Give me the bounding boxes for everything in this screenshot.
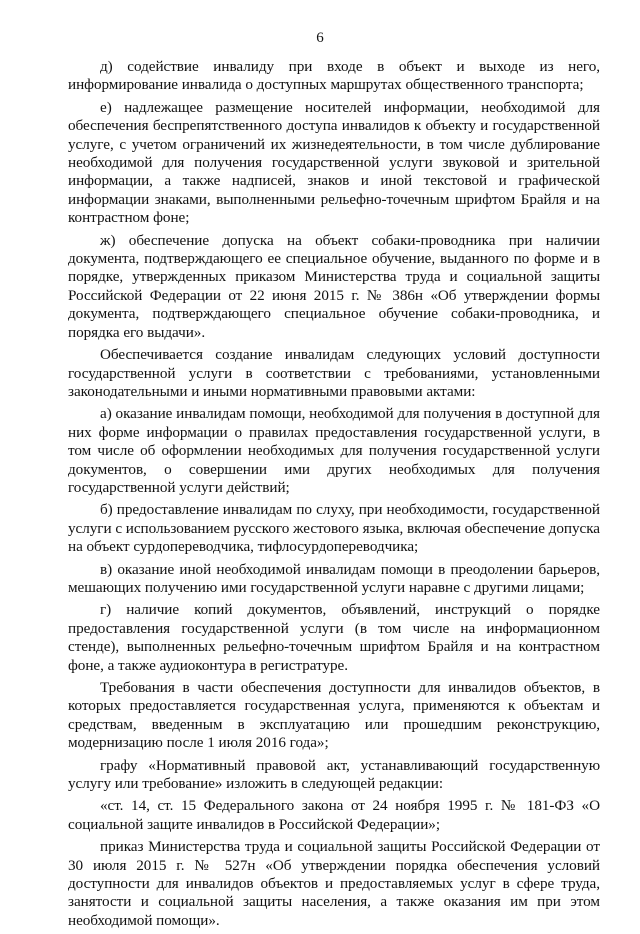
paragraph-a: а) оказание инвалидам помощи, необходимой для получения в доступной для них форме информации о правилах предоставления государственной услуги, в том числе об оформлении необходимых для получения государственной услуги документов, о совершении ими других необходимых для получения государственной услуги действий; xyxy=(68,405,600,496)
paragraph-v: в) оказание иной необходимой инвалидам помощи в преодолении барьеров, мешающих получению ими государственной услуги наравне с другими лицами; xyxy=(68,560,600,596)
paragraph-federal-law: «ст. 14, ст. 15 Федерального закона от 24 ноября 1995 г. № 181-ФЗ «О социальной защите инвалидов в Российской Федерации»; xyxy=(68,797,600,833)
page-number: 6 xyxy=(316,30,324,46)
paragraph-g: г) наличие копий документов, объявлений, инструкций о порядке предоставления государственной услуги (в том числе на информационном стенде), выполненных рельефно-точечным шрифтом Брайля и на контрастном фоне, а также аудиоконтура в регистратуре. xyxy=(68,601,600,674)
paragraph-column-heading: графу «Нормативный правовой акт, устанавливающий государственную услугу или требование» изложить в следующей редакции: xyxy=(68,756,600,793)
document-body xyxy=(68,58,600,934)
paragraph-b: б) предоставление инвалидам по слуху, при необходимости, государственной услуги с использованием русского жестового языка, включая обеспечение допуска на объект сурдопереводчика, тифлосурдопереводчика; xyxy=(68,501,600,556)
paragraph-zh: ж) обеспечение допуска на объект собаки-проводника при наличии документа, подтверждающего ее специальное обучение, выданного по форме и в порядке, утвержденных приказом Министерства труда и социальной защиты Российской Федерации от 22 июня 2015 г. № 386н «Об утверждении формы документа, подтверждающего специальное обучение собаки-проводника, и порядка его выдачи». xyxy=(68,231,600,341)
paragraph-e: е) надлежащее размещение носителей информации, необходимой для обеспечения беспрепятственного доступа инвалидов к объекту и государственной услуге, с учетом ограничений их жизнедеятельности, в том числе дублирование необходимой для получения государственной услуги звуковой и зрительной информации, а также надписей, знаков и иной текстовой и графической информации знаками, выполненными рельефно-точечным шрифтом Брайля и на контрастном фоне; xyxy=(68,98,600,227)
paragraph-requirements: Требования в части обеспечения доступности для инвалидов объектов, в которых предоставляется государственная услуга, применяются к объектам и средствам, введенным в эксплуатацию или прошедшим реконструкцию, модернизацию после 1 июля 2016 года»; xyxy=(68,679,600,752)
paragraph-conditions-intro: Обеспечивается создание инвалидам следующих условий доступности государственной услуги в соответствии с требованиями, установленными законодательными и иными нормативными правовыми актами: xyxy=(68,346,600,400)
paragraph-d: д) содействие инвалиду при входе в объект и выходе из него, информирование инвалида о доступных маршрутах общественного транспорта; xyxy=(68,58,600,94)
paragraph-ministry-order: приказ Министерства труда и социальной защиты Российской Федерации от 30 июля 2015 г. № 527н «Об утверждении порядка обеспечения условий доступности для инвалидов объектов и предоставляемых услуг в сфере труда, занятости и социальной защиты населения, а также оказания им при этом необходимой помощи». xyxy=(68,838,600,929)
